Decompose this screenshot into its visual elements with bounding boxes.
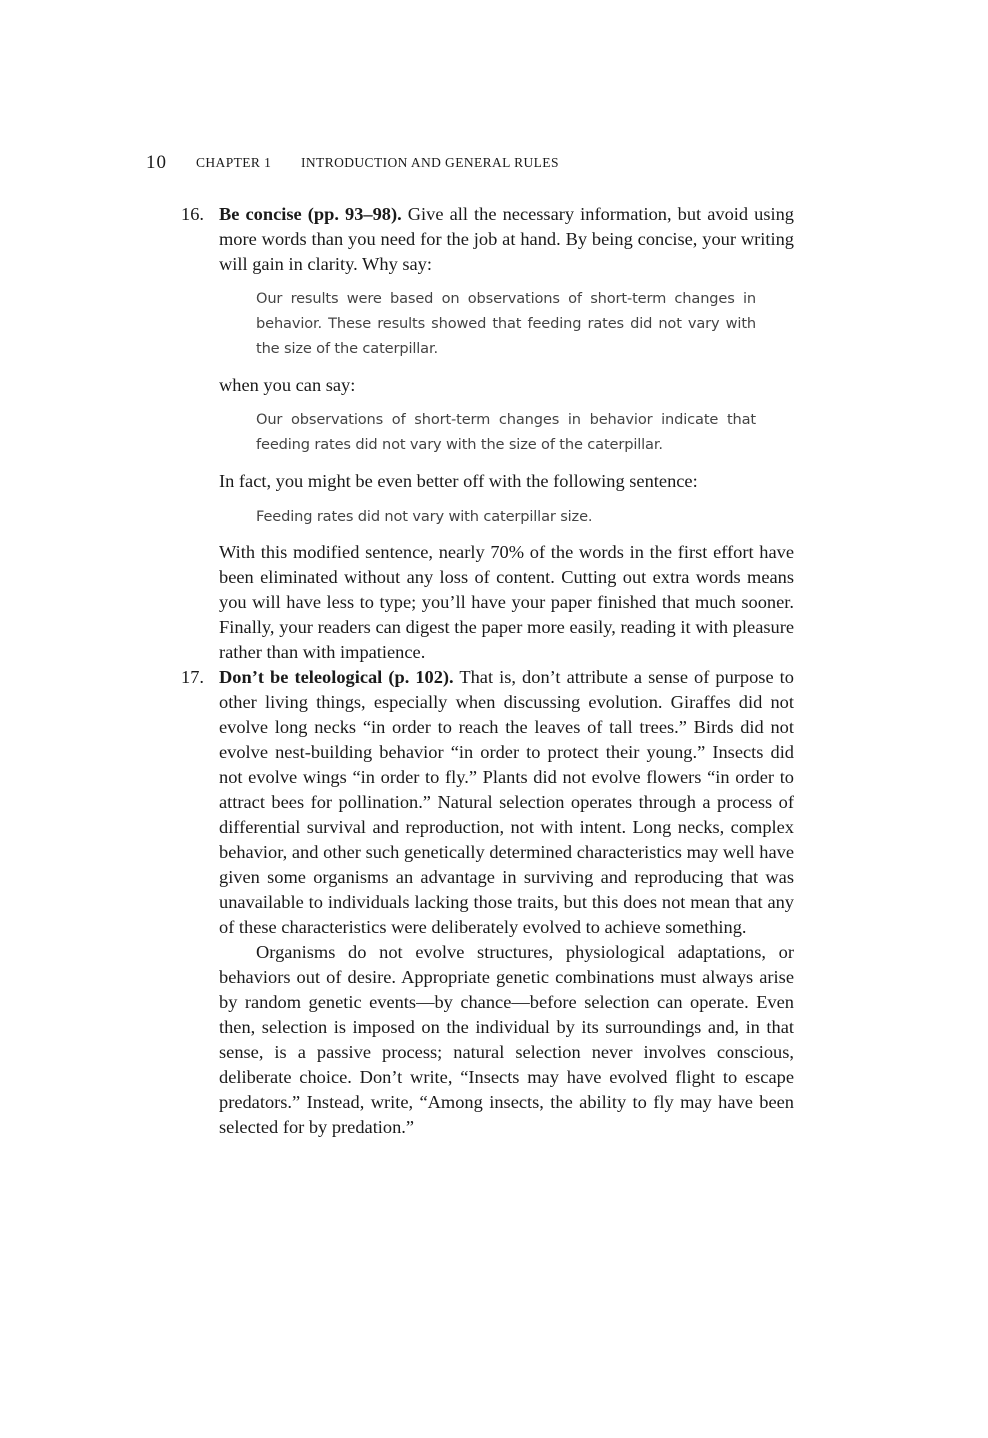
when-you-can-say: when you can say: <box>219 375 356 395</box>
item-17-lead: Don’t be teleological (p. 102). <box>219 667 454 687</box>
item-16-lead: Be concise (pp. 93–98). <box>219 204 402 224</box>
item-17-para-1-text: That is, don’t attribute a sense of purpose to other living things, especially when discussing evolution. Giraffes did not evolve long necks “in order to reach the leaves of tall trees.” Birds did not evolve nest-building behavior “in order to protect their young.” Insects did not evolve wings “in order to fly.” Plants did not evolve flowers “in order to attract bees for pollination.” Natural selection operates through a process of differential survival and reproduction, not with intent. Long necks, complex behavior, and other such genetically determined characteristics may well have given some organisms an advantage in surviving and reproducing that was unavailable to individuals lacking those traits, but this does not mean that any of these characteristics were deliberately evolved to achieve something. <box>219 667 794 937</box>
list-item-16 <box>181 202 794 665</box>
in-fact-text: In fact, you might be even better off with the following sentence: <box>219 471 698 491</box>
item-17-para-2: Organisms do not evolve structures, physiological adaptations, or behaviors out of desire. Appropriate genetic combinations must always arise by random genetic events—by chance—before selection can operate. Even then, selection is imposed on the individual by its surroundings and, in that sense, is a passive process; natural selection never involves conscious, deliberate choice. Don’t write, “Insects may have evolved flight to escape predators.” Instead, write, “Among insects, the ability to fly may have been selected for by predation.” <box>219 942 794 1137</box>
item-17-para-1 <box>219 665 794 940</box>
chapter-label: CHAPTER 1 <box>196 155 272 170</box>
item-number: 16. <box>181 204 204 224</box>
item-number: 17. <box>181 667 204 687</box>
example-wordy: Our results were based on observations of short-term changes in behavior. These results showed that feeding rates did not vary with the size of the caterpillar. <box>256 290 756 357</box>
example-concise: Feeding rates did not vary with caterpillar size. <box>256 508 593 525</box>
page-number: 10 <box>146 152 167 173</box>
list-item-17 <box>181 665 794 1140</box>
chapter-title: INTRODUCTION AND GENERAL RULES <box>301 155 559 170</box>
example-improved: Our observations of short-term changes in behavior indicate that feeding rates did not vary with the size of the caterpillar. <box>256 411 756 453</box>
item-16-intro <box>219 202 794 277</box>
body-text <box>181 202 794 1140</box>
item-16-intro-text: Give all the necessary information, but avoid using more words than you need for the job at hand. By being concise, your writing will gain in clarity. Why say: <box>219 204 794 274</box>
item-16-conclusion: With this modified sentence, nearly 70% of the words in the first effort have been eliminated without any loss of content. Cutting out extra words means you will have less to type; you’ll have your paper finished that much sooner. Finally, your readers can digest the paper more easily, reading it with pleasure rather than with impatience. <box>219 542 794 662</box>
